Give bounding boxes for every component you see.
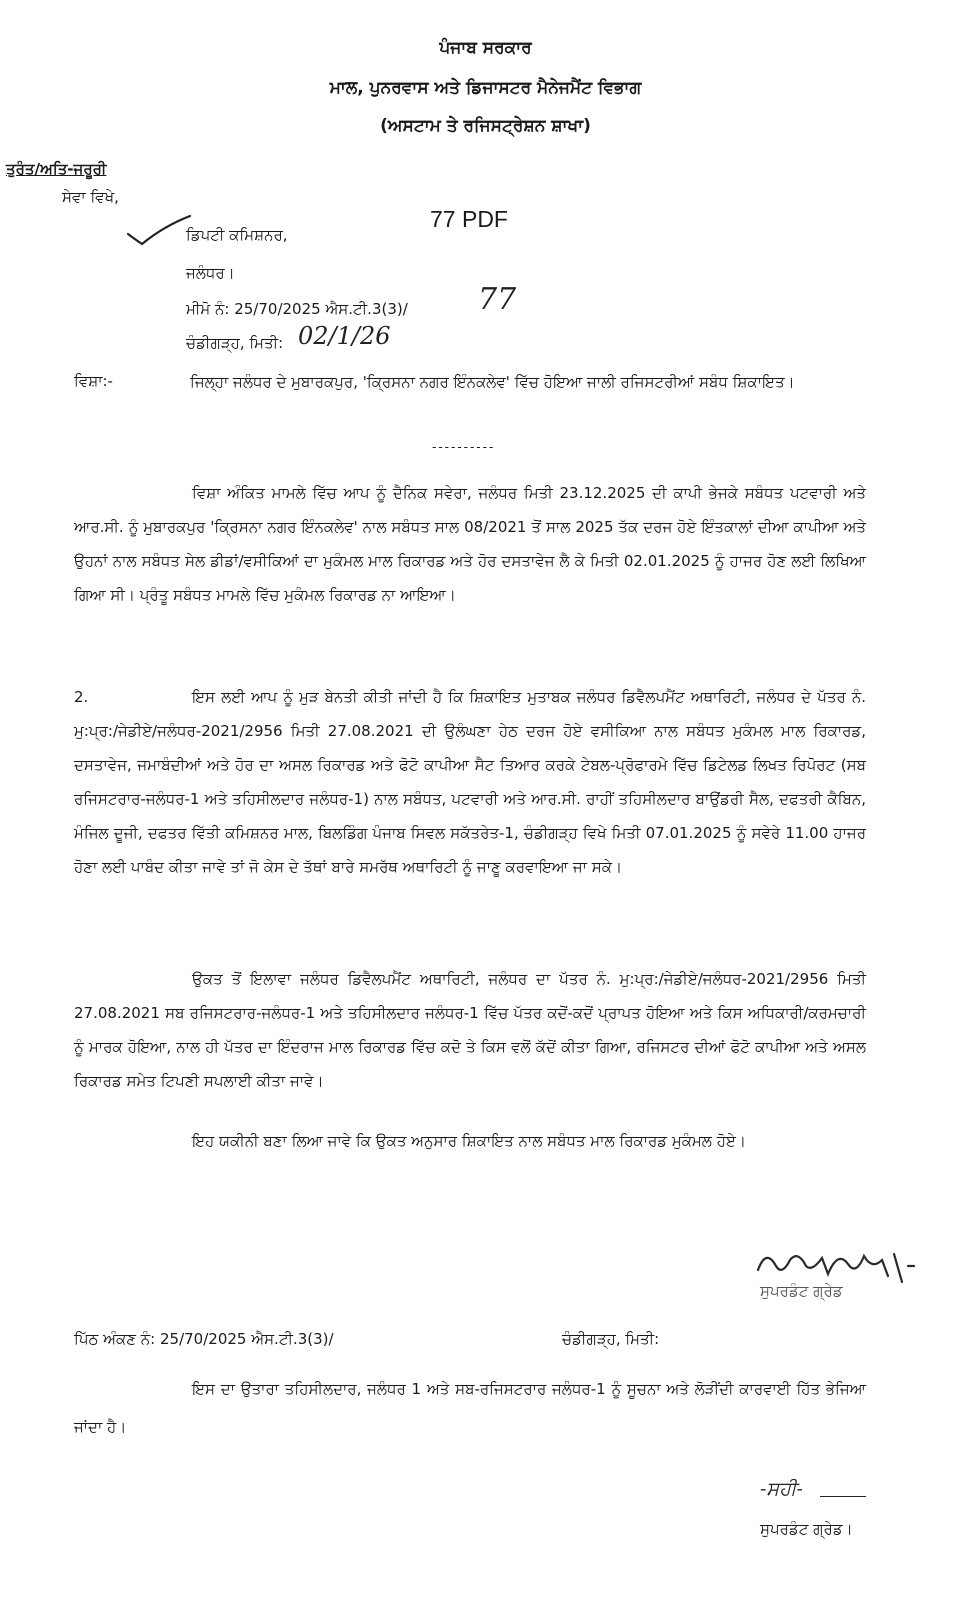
header-govt: ਪੰਜਾਬ ਸਰਕਾਰ <box>439 38 532 58</box>
signature-2-mark: -ਸਹੀ- <box>760 1478 803 1500</box>
signature-2-designation: ਸੁਪਰਡੰਟ ਗ੍ਰੇਡ। <box>760 1520 853 1538</box>
addressee-city: ਜਲੰਧਰ। <box>186 264 235 282</box>
paragraph-3: ਉਕਤ ਤੋਂ ਇਲਾਵਾ ਜਲੰਧਰ ਡਿਵੈਲਪਮੈਂਟ ਅਥਾਰਿਟੀ, ਜਲੰਧਰ ਦਾ ਪੱਤਰ ਨੰ. ਮੁ:ਪ੍ਰ:/ਜੇਡੀਏ/ਜਲੰਧਰ-2021/2956 ਮਿਤੀ 27.08.2021 ਸਬ ਰਜਿਸਟਰਾਰ-ਜਲੰਧਰ-1 ਅਤੇ ਤਹਿਸੀਲਦਾਰ ਜਲੰਧਰ-1 ਵਿੱਚ ਪੱਤਰ ਕਦੋਂ-ਕਦੋਂ ਪ੍ਰਾਪਤ ਹੋਇਆ ਅਤੇ ਕਿਸ ਅਧਿਕਾਰੀ/ਕਰਮਚਾਰੀ ਨੂੰ ਮਾਰਕ ਹੋਇਆ, ਨਾਲ ਹੀ ਪੱਤਰ ਦਾ ਇੰਦਰਾਜ ਮਾਲ ਰਿਕਾਰਡ ਵਿੱਚ ਕਦੋ ਤੇ ਕਿਸ ਵਲੋਂ ਕੱਦੋਂ ਕੀਤਾ ਗਿਆ, ਰਜਿਸਟਰ ਦੀਆਂ ਫੋਟੋ ਕਾਪੀਆ ਅਤੇ ਅਸਲ ਰਿਕਾਰਡ ਸਮੇਤ ਟਿਪਣੀ ਸਪਲਾਈ ਕੀਤਾ ਜਾਵੇ। <box>74 970 866 1090</box>
paragraph-4: ਇਹ ਯਕੀਨੀ ਬਣਾ ਲਿਆ ਜਾਵੇ ਕਿ ਉਕਤ ਅਨੁਸਾਰ ਸ਼ਿਕਾਇਤ ਨਾਲ ਸਬੰਧਤ ਮਾਲ ਰਿਕਾਰਡ ਮੁਕੰਮਲ ਹੋਏ। <box>192 1132 747 1150</box>
paragraph-1: ਵਿਸ਼ਾ ਅੰਕਿਤ ਮਾਮਲੇ ਵਿੱਚ ਆਪ ਨੂੰ ਦੈਨਿਕ ਸਵੇਰਾ, ਜਲੰਧਰ ਮਿਤੀ 23.12.2025 ਦੀ ਕਾਪੀ ਭੇਜਕੇ ਸਬੰਧਤ ਪਟਵਾਰੀ ਅਤੇ ਆਰ.ਸੀ. ਨੂੰ ਮੁਬਾਰਕਪੁਰ 'ਕ੍ਰਿਸਨਾ ਨਗਰ ਇੰਨਕਲੇਵ' ਨਾਲ ਸਬੰਧਤ ਸਾਲ 08/2021 ਤੋਂ ਸਾਲ 2025 ਤੱਕ ਦਰਜ ਹੋਏ ਇੰਤਕਾਲਾਂ ਦੀਆ ਕਾਪੀਆ ਅਤੇ ਉਹਨਾਂ ਨਾਲ ਸਬੰਧਤ ਸੇਲ ਡੀਡਾਂ/ਵਸੀਕਿਆਂ ਦਾ ਮੁਕੰਮਲ ਮਾਲ ਰਿਕਾਰਡ ਅਤੇ ਹੋਰ ਦਸਤਾਵੇਜ ਲੈ ਕੇ ਮਿਤੀ 02.01.2025 ਨੂੰ ਹਾਜਰ ਹੋਣ ਲਈ ਲਿਖਿਆ ਗਿਆ ਸੀ। ਪ੍ਰੰਤੂ ਸਬੰਧਤ ਮਾਮਲੇ ਵਿੱਚ ਮੁਕੰਮਲ ਰਿਕਾਰਡ ਨਾ ਆਇਆ। <box>74 484 866 604</box>
checkmark-icon <box>124 212 194 248</box>
signature-1-designation: ਸੁਪਰਡੰਟ ਗ੍ਰੇਡ <box>760 1282 843 1300</box>
handwritten-date: 02/1/26 <box>298 322 391 350</box>
urgent-label: ਤੁਰੰਤ/ਅਤਿ-ਜਰੂਰੀ <box>6 160 107 178</box>
memo-number: ਮੀਮੋ ਨੰ: 25/70/2025 ਐਸ.ਟੀ.3(3)/ <box>186 300 408 318</box>
memo-handwritten-number: 77 <box>478 282 517 317</box>
endorsement-date: ਚੰਡੀਗੜ੍ਹ, ਮਿਤੀ: <box>562 1330 660 1348</box>
divider: ---------- <box>432 440 496 454</box>
header-branch: (ਅਸਟਾਮ ਤੇ ਰਜਿਸਟ੍ਰੇਸ਼ਨ ਸ਼ਾਖਾ) <box>380 116 591 136</box>
paragraph-2-number: 2. <box>74 688 89 706</box>
date-label: ਚੰਡੀਗੜ੍ਹ, ਮਿਤੀ: <box>186 334 284 352</box>
paragraph-2: ਇਸ ਲਈ ਆਪ ਨੂੰ ਮੁੜ ਬੇਨਤੀ ਕੀਤੀ ਜਾਂਦੀ ਹੈ ਕਿ ਸ਼ਿਕਾਇਤ ਮੁਤਾਬਕ ਜਲੰਧਰ ਡਿਵੈਲਪਮੈਂਟ ਅਥਾਰਿਟੀ, ਜਲੰਧਰ ਦੇ ਪੱਤਰ ਨੰ. ਮੁ:ਪ੍ਰ:/ਜੇਡੀਏ/ਜਲੰਧਰ-2021/2956 ਮਿਤੀ 27.08.2021 ਦੀ ਉਲੰਘਣਾ ਹੇਠ ਦਰਜ ਹੋਏ ਵਸੀਕਿਆ ਨਾਲ ਸਬੰਧਤ ਮੁਕੰਮਲ ਮਾਲ ਰਿਕਾਰਡ, ਦਸਤਾਵੇਜ, ਜਮਾਬੰਦੀਆਂ ਅਤੇ ਹੋਰ ਦਾ ਅਸਲ ਰਿਕਾਰਡ ਅਤੇ ਫੋਟੋ ਕਾਪੀਆ ਸੈਟ ਤਿਆਰ ਕਰਕੇ ਟੇਬਲ-ਪ੍ਰੋਫਾਰਮੇ ਵਿੱਚ ਡਿਟੇਲਡ ਲਿਖਤ ਰਿਪੋਰਟ (ਸਬ ਰਜਿਸਟਰਾਰ-ਜਲੰਧਰ-1 ਅਤੇ ਤਹਿਸੀਲਦਾਰ ਜਲੰਧਰ-1) ਨਾਲ ਸਬੰਧਤ, ਪਟਵਾਰੀ ਅਤੇ ਆਰ.ਸੀ. ਰਾਹੀਂ ਤਹਿਸੀਲਦਾਰ ਬਾਉਂਡਰੀ ਸੈਲ, ਦਫਤਰੀ ਕੈਬਿਨ, ਮੰਜਿਲ ਦੂਜੀ, ਦਫਤਰ ਵਿੱਤੀ ਕਮਿਸ਼ਨਰ ਮਾਲ, ਬਿਲਡਿੰਗ ਪੰਜਾਬ ਸਿਵਲ ਸਕੱਤਰੇਤ-1, ਚੰਡੀਗੜ੍ਹ ਵਿਖੇ ਮਿਤੀ 07.01.2025 ਨੂੰ ਸਵੇਰੇ 11.00 ਹਾਜਰ ਹੋਣਾ ਲਈ ਪਾਬੰਦ ਕੀਤਾ ਜਾਵੇ ਤਾਂ ਜੋ ਕੇਸ ਦੇ ਤੱਥਾਂ ਬਾਰੇ ਸਮਰੱਥ ਅਥਾਰਿਟੀ ਨੂੰ ਜਾਣੂ ਕਰਵਾਇਆ ਜਾ ਸਕੇ। <box>74 688 866 876</box>
header-department: ਮਾਲ, ਪੁਨਰਵਾਸ ਅਤੇ ਡਿਜਾਸਟਰ ਮੈਨੇਜਮੈਂਟ ਵਿਭਾਗ <box>329 78 642 98</box>
subject-text: ਜਿਲ੍ਹਾ ਜਲੰਧਰ ਦੇ ਮੁਬਾਰਕਪੁਰ, 'ਕ੍ਰਿਸਨਾ ਨਗਰ ਇੰਨਕਲੇਵ' ਵਿੱਚ ਹੋਇਆ ਜਾਲੀ ਰਜਿਸਟਰੀਆਂ ਸਬੰਧ ਸ਼ਿਕਾਇਤ। <box>190 373 795 391</box>
pdf-label: 77 PDF <box>430 206 508 232</box>
seva-vikhe: ਸੇਵਾ ਵਿਖੇ, <box>62 188 119 206</box>
signature-2-underline <box>820 1496 866 1497</box>
endorsement-text: ਇਸ ਦਾ ਉਤਾਰਾ ਤਹਿਸੀਲਦਾਰ, ਜਲੰਧਰ 1 ਅਤੇ ਸਬ-ਰਜਿਸਟਰਾਰ ਜਲੰਧਰ-1 ਨੂੰ ਸੂਚਨਾ ਅਤੇ ਲੋੜੀਂਦੀ ਕਾਰਵਾਈ ਹਿੱਤ ਭੇਜਿਆ ਜਾਂਦਾ ਹੈ। <box>74 1380 866 1436</box>
subject-label: ਵਿਸ਼ਾ:- <box>74 372 113 390</box>
endorsement-number: ਪਿੱਠ ਅੰਕਣ ਨੰ: 25/70/2025 ਐਸ.ਟੀ.3(3)/ <box>74 1330 334 1348</box>
addressee-title: ਡਿਪਟੀ ਕਮਿਸ਼ਨਰ, <box>186 226 288 244</box>
